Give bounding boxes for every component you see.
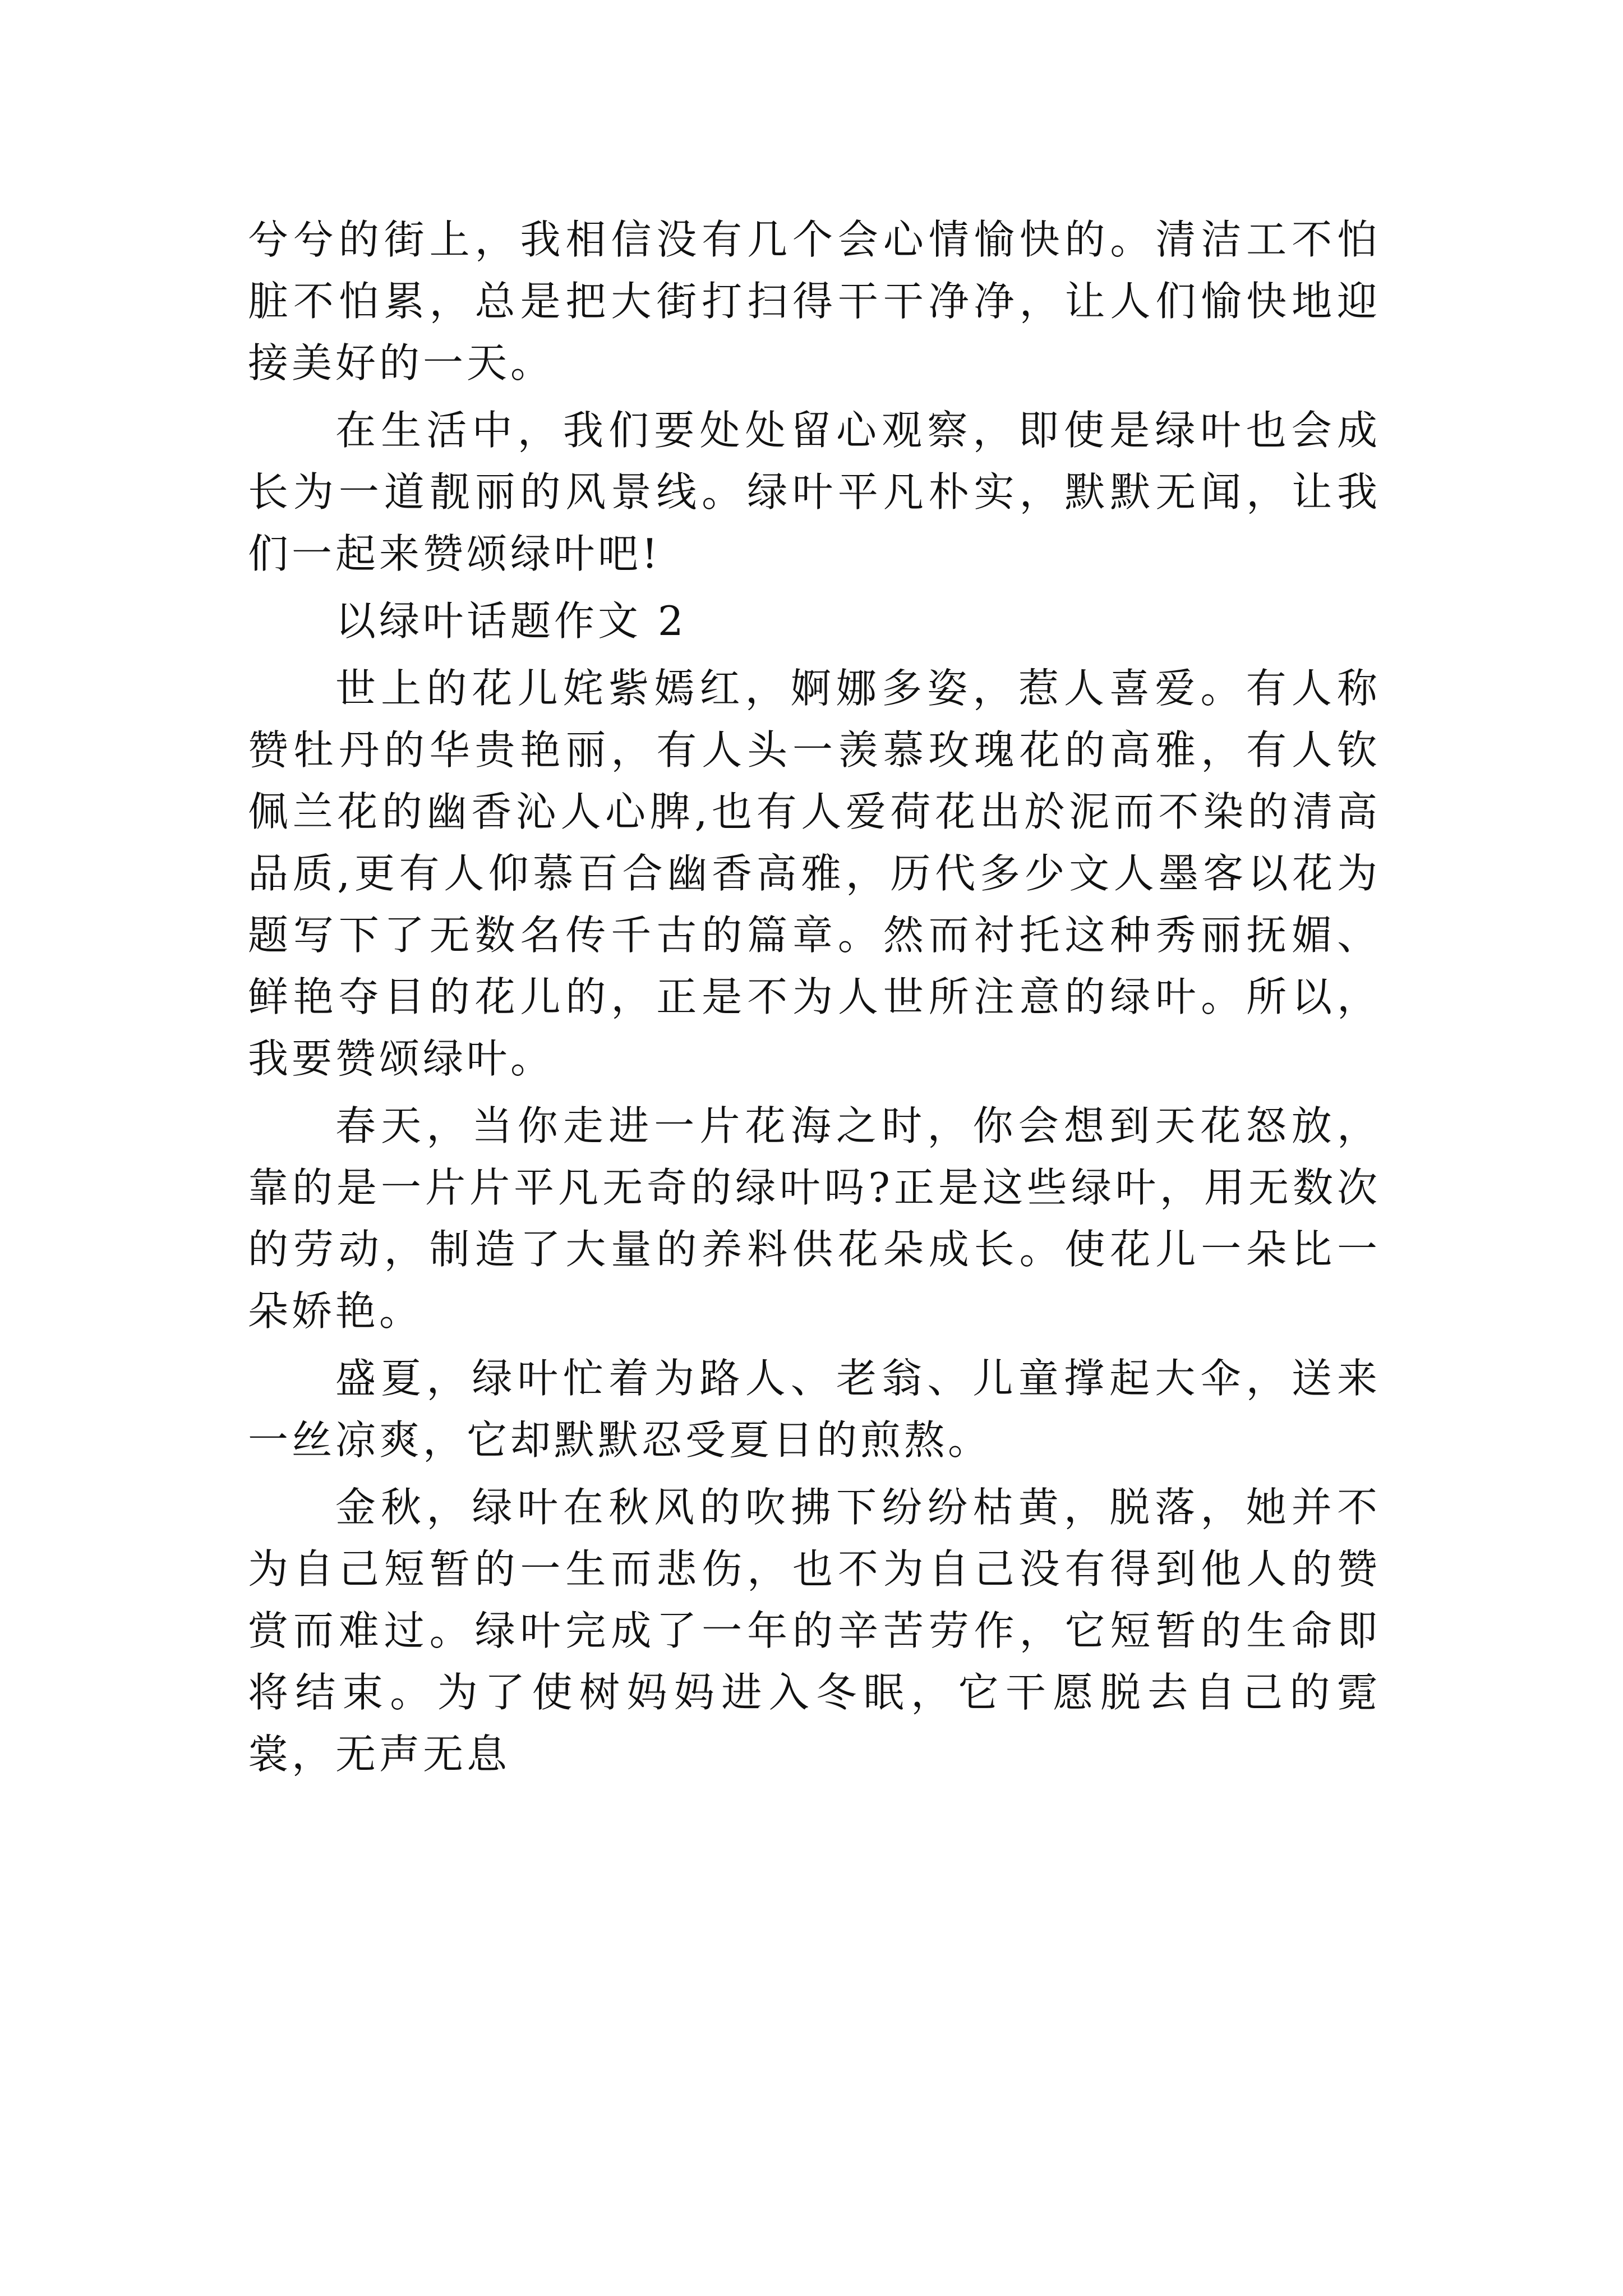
paragraph-spring: 春天，当你走进一片花海之时，你会想到天花怒放，靠的是一片片平凡无奇的绿叶吗?正是这些绿叶，用无数次的劳动，制造了大量的养料供花朵成长。使花儿一朵比一朵娇艳。 — [248, 1102, 1381, 1335]
paragraph-autumn: 金秋，绿叶在秋风的吹拂下纷纷枯黄，脱落，她并不为自己短暂的一生而悲伤，也不为自己没有得到他人的赞赏而难过。绿叶完成了一年的辛苦劳作，它短暂的生命即将结束。为了使树妈妈进入冬眠，它干愿脱去自己的霓裳，无声无息 — [248, 1484, 1381, 1778]
paragraph-intro: 世上的花儿姹紫嫣红，婀娜多姿，惹人喜爱。有人称赞牡丹的华贵艳丽，有人头一羡慕玫瑰花的高雅，有人钦佩兰花的幽香沁人心脾,也有人爱荷花出於泥而不染的清高品质,更有人仰慕百合幽香高雅，历代多少文人墨客以花为题写下了无数名传千古的篇章。然而衬托这种秀丽抚媚、鲜艳夺目的花儿的，正是不为人世所注意的绿叶。所以，我要赞颂绿叶。 — [248, 665, 1381, 1082]
paragraph-conclusion: 在生活中，我们要处处留心观察，即使是绿叶也会成长为一道靓丽的风景线。绿叶平凡朴实，默默无闻，让我们一起来赞颂绿叶吧! — [248, 407, 1381, 577]
paragraph-continuation: 兮兮的街上，我相信没有几个会心情愉快的。清洁工不怕脏不怕累，总是把大街打扫得干干净净，让人们愉快地迎接美好的一天。 — [248, 216, 1381, 386]
paragraph-summer: 盛夏，绿叶忙着为路人、老翁、儿童撑起大伞，送来一丝凉爽，它却默默忍受夏日的煎熬。 — [248, 1355, 1381, 1464]
document-body — [248, 209, 1381, 1791]
essay-heading: 以绿叶话题作文 2 — [335, 597, 687, 645]
